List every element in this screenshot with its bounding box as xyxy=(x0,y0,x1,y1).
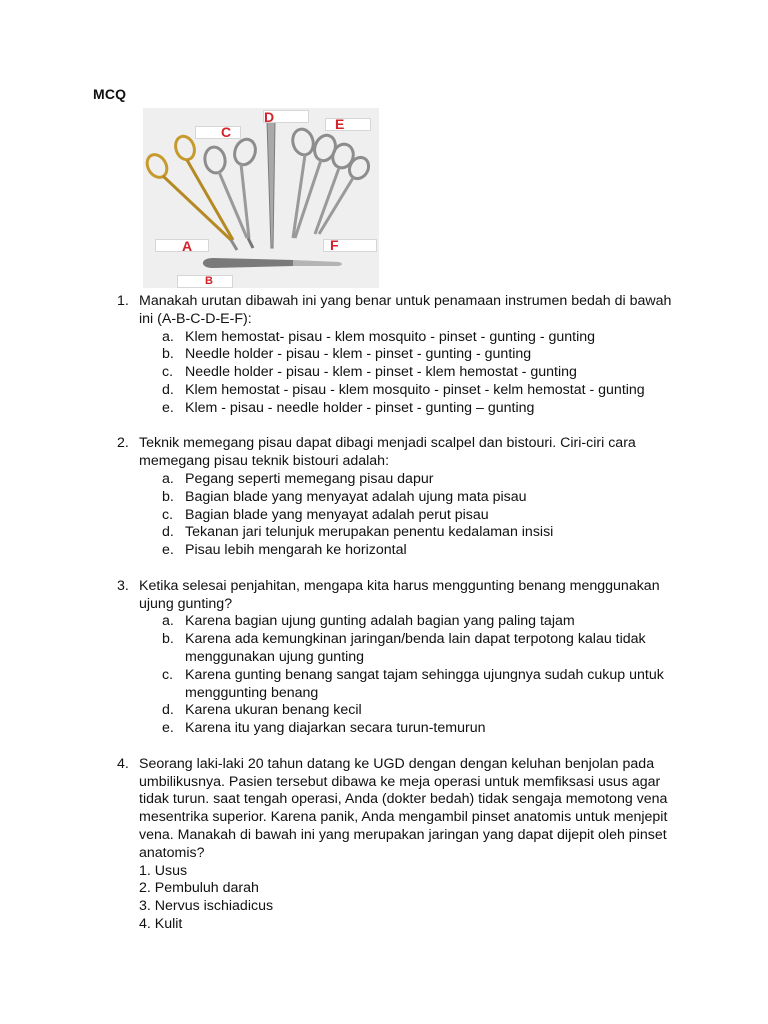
instrument-d-forceps xyxy=(267,122,275,248)
option-a: a. Pegang seperti memegang pisau dapur xyxy=(162,470,434,487)
answer-item: 2. Pembuluh darah xyxy=(139,880,259,897)
question-text: Ketika selesai penjahitan, mengapa kita harus menggunting benang menggunakan ujung gunting? xyxy=(139,577,660,612)
option-d: d. Tekanan jari telunjuk merupakan penentu kedalaman insisi xyxy=(162,524,554,541)
label-c: C xyxy=(221,124,232,140)
option-d: d. Klem hemostat - pisau - klem mosquito - pinset - kelm hemostat - gunting xyxy=(162,381,645,398)
question-number: 1. xyxy=(117,293,129,309)
option-a: a. Karena bagian ujung gunting adalah bagian yang paling tajam xyxy=(162,613,575,630)
section-heading: MCQ xyxy=(93,86,127,102)
label-a: A xyxy=(182,238,193,254)
instrument-b-scalpel xyxy=(203,258,342,268)
option-c: c. Karena gunting benang sangat tajam sehingga ujungnya sudah cukup untuk menggunting benang xyxy=(162,666,664,701)
option-d: d. Karena ukuran benang kecil xyxy=(162,702,362,719)
option-list xyxy=(154,471,677,560)
option-e: e. Pisau lebih mengarah ke horizontal xyxy=(162,542,407,559)
question-text: Teknik memegang pisau dapat dibagi menjadi scalpel dan bistouri. Ciri-ciri cara memegang pisau teknik bistouri adalah: xyxy=(139,435,636,470)
surgical-instruments-figure xyxy=(143,108,379,288)
option-c: c. Bagian blade yang menyayat adalah perut pisau xyxy=(162,506,489,523)
option-e: e. Karena itu yang diajarkan secara turun-temurun xyxy=(162,720,486,737)
instrument-c-clamp xyxy=(203,136,259,248)
label-f: F xyxy=(330,237,339,253)
label-d: D xyxy=(264,109,275,125)
question-list xyxy=(117,293,677,951)
question-number: 3. xyxy=(117,577,129,594)
option-list xyxy=(154,329,677,418)
label-box-c xyxy=(195,126,241,139)
instruments-illustration xyxy=(143,108,379,288)
question-text: Manakah urutan dibawah ini yang benar untuk penamaan instrumen bedah di bawah ini (A-B-C-D-E-F): xyxy=(139,293,672,327)
answer-item: 1. Usus xyxy=(139,862,188,879)
label-b: B xyxy=(205,275,213,287)
answer-item: 4. Kulit xyxy=(139,915,183,932)
question-2 xyxy=(117,435,677,560)
option-b: b. Karena ada kemungkinan jaringan/benda lain dapat terpotong kalau tidak menggunakan ujung gunting xyxy=(162,631,646,665)
question-number: 4. xyxy=(117,755,129,772)
question-text: Seorang laki-laki 20 tahun datang ke UGD dengan dengan keluhan benjolan pada umbilikusnya. Pasien tersebut dibawa ke meja operasi untuk memfiksasi usus agar tidak turun. saat tengah operasi, Anda (dokter bedah) tidak sengaja memotong vena mesentrika superior. Karena panik, Anda mengambil pinset anatomis untuk menjepit vena. Manakah di bawah ini yang merupakan jaringan yang dapat dijepit oleh pinset anatomis? xyxy=(139,755,668,861)
question-4 xyxy=(117,756,677,934)
instrument-f-scissors xyxy=(315,141,372,234)
question-number: 2. xyxy=(117,435,129,452)
question-3 xyxy=(117,578,677,738)
option-a: a. Klem hemostat- pisau - klem mosquito - pinset - gunting - gunting xyxy=(162,328,596,345)
label-box-e xyxy=(325,118,371,131)
instrument-e-scissors xyxy=(290,127,339,238)
option-c: c. Needle holder - pisau - klem - pinset - klem hemostat - gunting xyxy=(162,364,577,381)
option-e: e. Klem - pisau - needle holder - pinset - gunting – gunting xyxy=(162,399,535,416)
answer-item: 3. Nervus ischiadicus xyxy=(139,898,274,915)
option-b: b. Needle holder - pisau - klem - pinset - gunting - gunting xyxy=(162,346,532,363)
question-1 xyxy=(117,293,677,418)
label-e: E xyxy=(335,116,345,132)
option-b: b. Bagian blade yang menyayat adalah ujung mata pisau xyxy=(162,488,527,505)
option-list xyxy=(154,613,677,738)
